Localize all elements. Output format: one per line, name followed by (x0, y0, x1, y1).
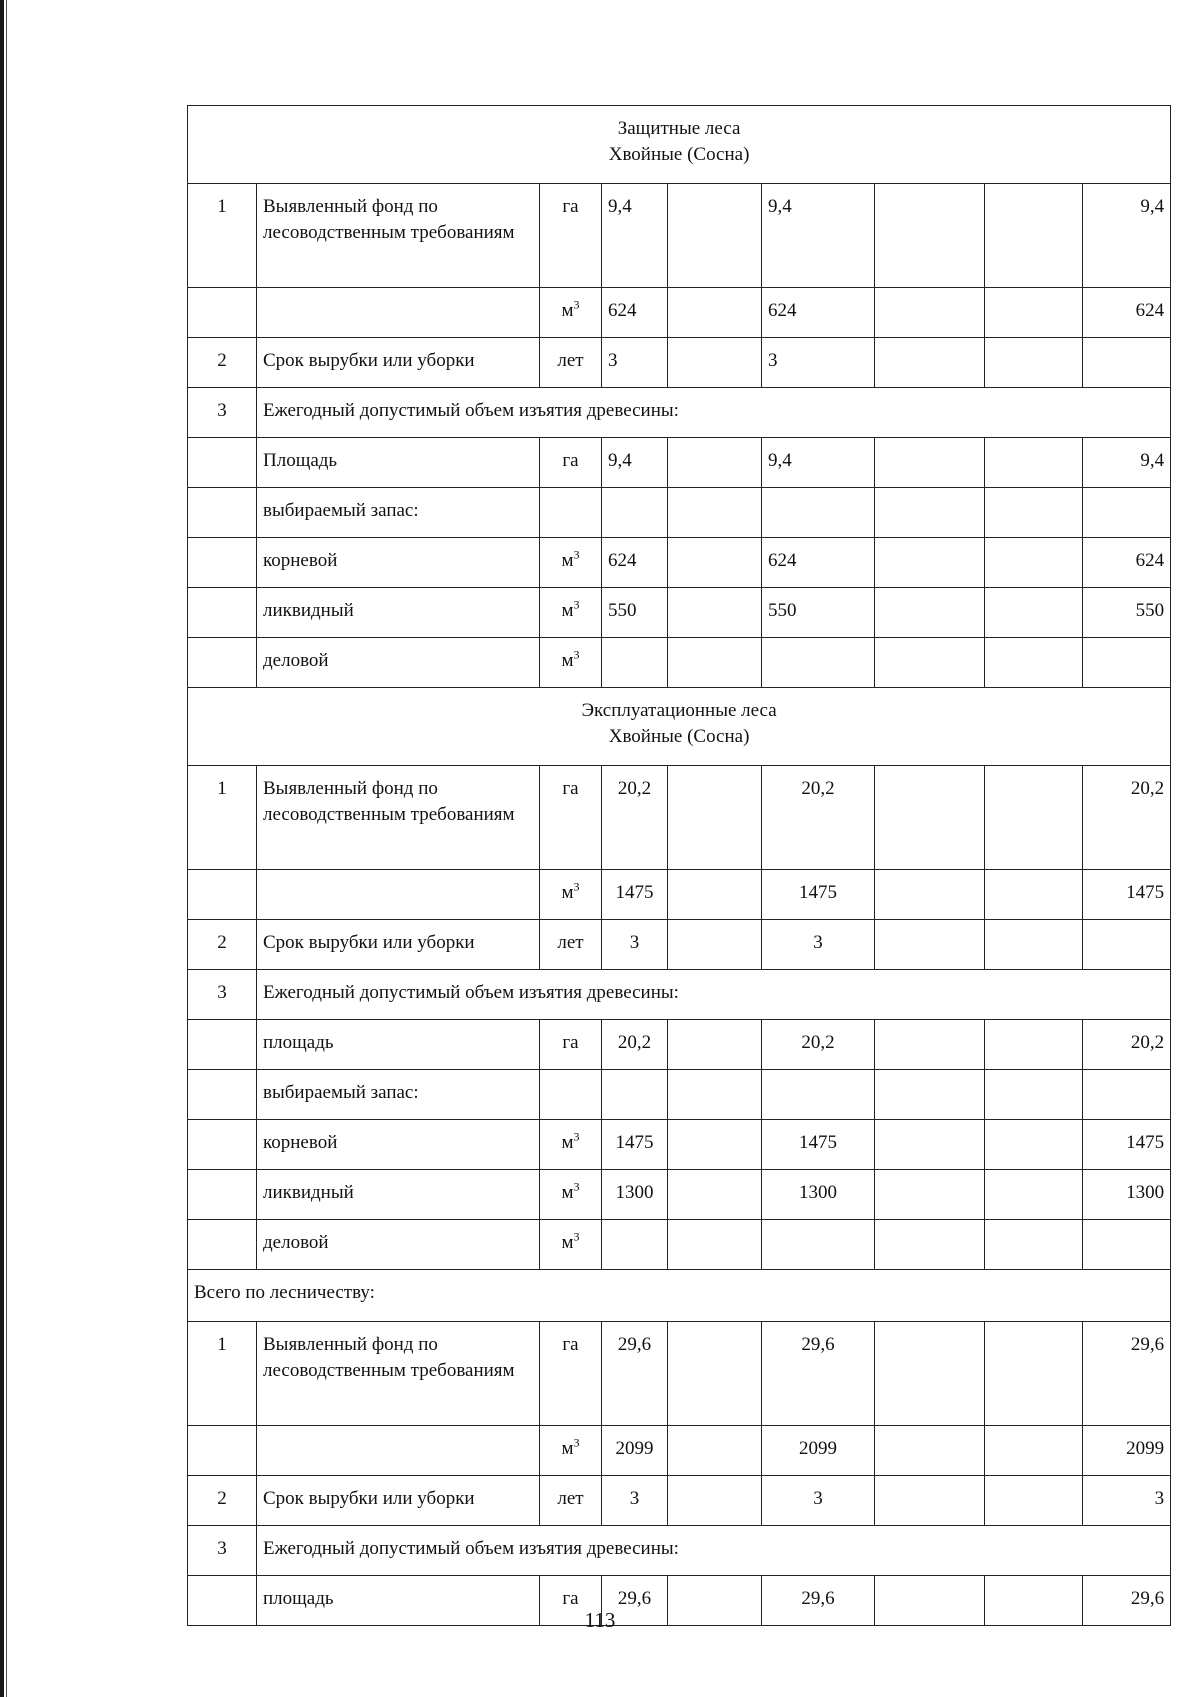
row-number: 1 (188, 1322, 257, 1426)
row-number (188, 488, 257, 538)
unit-superscript: 3 (573, 1179, 580, 1194)
value-cell-1: 20,2 (602, 1020, 668, 1070)
row-label: Выявленный фонд по лесоводственным требованиям (257, 766, 540, 870)
value-cell-3: 624 (762, 538, 875, 588)
value-cell-1: 3 (602, 920, 668, 970)
unit-cell (540, 1170, 602, 1220)
value-cell-1: 29,6 (602, 1322, 668, 1426)
unit-cell (540, 1220, 602, 1270)
value-cell-2 (668, 766, 762, 870)
value-cell-1: 624 (602, 288, 668, 338)
row-number: 3 (188, 1526, 257, 1576)
unit-cell (540, 488, 602, 538)
value-cell-5 (985, 766, 1083, 870)
value-cell-2 (668, 288, 762, 338)
value-cell-2 (668, 438, 762, 488)
value-cell-4 (875, 288, 985, 338)
section-title-line: Хвойные (Сосна) (608, 144, 750, 165)
unit-text: га (562, 778, 579, 799)
unit-cell (540, 438, 602, 488)
row-label: выбираемый запас: (257, 1070, 540, 1120)
value-cell-6 (1083, 1220, 1171, 1270)
value-cell-2 (668, 488, 762, 538)
unit-cell (540, 766, 602, 870)
section-title-line: Эксплуатационные леса (581, 700, 777, 721)
row-number (188, 538, 257, 588)
unit-text: га (562, 1032, 579, 1053)
value-cell-5 (985, 1322, 1083, 1426)
value-cell-1 (602, 1070, 668, 1120)
value-cell-2 (668, 1070, 762, 1120)
row-number: 1 (188, 766, 257, 870)
value-cell-1: 550 (602, 588, 668, 638)
unit-text: м (561, 650, 574, 671)
row-label: Площадь (257, 438, 540, 488)
value-cell-4 (875, 638, 985, 688)
table-row (188, 1322, 1171, 1426)
value-cell-1: 1475 (602, 870, 668, 920)
unit-superscript: 3 (573, 547, 580, 562)
unit-cell (540, 1426, 602, 1476)
unit-cell (540, 1070, 602, 1120)
row-label: Срок вырубки или уборки (257, 920, 540, 970)
row-label: площадь (257, 1576, 540, 1626)
value-cell-1: 624 (602, 538, 668, 588)
unit-text: м (561, 882, 574, 903)
value-cell-1: 1475 (602, 1120, 668, 1170)
value-cell-5 (985, 1020, 1083, 1070)
value-cell-1: 1300 (602, 1170, 668, 1220)
value-cell-3: 29,6 (762, 1322, 875, 1426)
unit-text: м (561, 550, 574, 571)
unit-text: м (561, 1182, 574, 1203)
row-label: Срок вырубки или уборки (257, 1476, 540, 1526)
value-cell-5 (985, 488, 1083, 538)
value-cell-2 (668, 638, 762, 688)
value-cell-1: 3 (602, 338, 668, 388)
table-row (188, 1476, 1171, 1526)
row-number (188, 1120, 257, 1170)
row-number (188, 1070, 257, 1120)
table-row (188, 1070, 1171, 1120)
value-cell-1: 3 (602, 1476, 668, 1526)
unit-superscript: 3 (573, 1129, 580, 1144)
value-cell-2 (668, 920, 762, 970)
unit-cell (540, 538, 602, 588)
value-cell-3: 9,4 (762, 438, 875, 488)
value-cell-5 (985, 288, 1083, 338)
unit-superscript: 3 (573, 1229, 580, 1244)
value-cell-4 (875, 488, 985, 538)
unit-text: га (562, 1588, 579, 1609)
value-cell-1: 20,2 (602, 766, 668, 870)
value-cell-1: 29,6 (602, 1576, 668, 1626)
row-label: Выявленный фонд по лесоводственным требованиям (257, 1322, 540, 1426)
row-label (257, 870, 540, 920)
unit-text: га (562, 450, 579, 471)
table-row (188, 438, 1171, 488)
value-cell-5 (985, 588, 1083, 638)
value-cell-5 (985, 1426, 1083, 1476)
table-row (188, 970, 1171, 1020)
value-cell-1: 2099 (602, 1426, 668, 1476)
row-number (188, 1170, 257, 1220)
row-label: Выявленный фонд по лесоводственным требованиям (257, 184, 540, 288)
value-cell-5 (985, 338, 1083, 388)
value-cell-6: 624 (1083, 288, 1171, 338)
unit-text: м (561, 1232, 574, 1253)
value-cell-2 (668, 1220, 762, 1270)
value-cell-5 (985, 438, 1083, 488)
value-cell-2 (668, 1322, 762, 1426)
value-cell-2 (668, 1426, 762, 1476)
table-row (188, 338, 1171, 388)
table-row (188, 1220, 1171, 1270)
row-number: 2 (188, 1476, 257, 1526)
unit-cell (540, 870, 602, 920)
table-row (188, 1170, 1171, 1220)
row-number (188, 1426, 257, 1476)
value-cell-1 (602, 488, 668, 538)
table-row (188, 588, 1171, 638)
row-label: Ежегодный допустимый объем изъятия древесины: (257, 388, 1171, 438)
value-cell-2 (668, 538, 762, 588)
table-row (188, 1020, 1171, 1070)
value-cell-3: 20,2 (762, 766, 875, 870)
unit-text: га (562, 196, 579, 217)
value-cell-2 (668, 1020, 762, 1070)
value-cell-3: 624 (762, 288, 875, 338)
value-cell-4 (875, 1070, 985, 1120)
table-row (188, 920, 1171, 970)
table-row (188, 1120, 1171, 1170)
value-cell-3: 3 (762, 338, 875, 388)
row-label: выбираемый запас: (257, 488, 540, 538)
value-cell-4 (875, 438, 985, 488)
table-row (188, 388, 1171, 438)
row-label: деловой (257, 1220, 540, 1270)
value-cell-2 (668, 338, 762, 388)
table-row (188, 766, 1171, 870)
row-label: корневой (257, 1120, 540, 1170)
unit-cell (540, 920, 602, 970)
value-cell-4 (875, 1020, 985, 1070)
value-cell-6: 624 (1083, 538, 1171, 588)
unit-text: м (561, 1438, 574, 1459)
value-cell-4 (875, 338, 985, 388)
page-number: 113 (584, 1608, 616, 1632)
value-cell-3: 3 (762, 920, 875, 970)
value-cell-6 (1083, 488, 1171, 538)
value-cell-3 (762, 1070, 875, 1120)
row-number: 2 (188, 920, 257, 970)
value-cell-3: 2099 (762, 1426, 875, 1476)
row-number (188, 638, 257, 688)
value-cell-6: 29,6 (1083, 1576, 1171, 1626)
table-row (188, 488, 1171, 538)
value-cell-3: 1475 (762, 870, 875, 920)
table-row (188, 1426, 1171, 1476)
value-cell-6: 550 (1083, 588, 1171, 638)
row-label: Ежегодный допустимый объем изъятия древесины: (257, 970, 1171, 1020)
unit-text: лет (557, 350, 584, 371)
table-row (188, 184, 1171, 288)
value-cell-5 (985, 1170, 1083, 1220)
row-number: 2 (188, 338, 257, 388)
unit-cell (540, 638, 602, 688)
unit-text: га (562, 1334, 579, 1355)
value-cell-5 (985, 1220, 1083, 1270)
row-number (188, 288, 257, 338)
value-cell-3 (762, 1220, 875, 1270)
value-cell-3: 29,6 (762, 1576, 875, 1626)
row-label: Ежегодный допустимый объем изъятия древесины: (257, 1526, 1171, 1576)
value-cell-2 (668, 588, 762, 638)
section-header-row (188, 688, 1171, 766)
section-title (188, 106, 1171, 184)
value-cell-5 (985, 538, 1083, 588)
unit-cell (540, 1322, 602, 1426)
value-cell-1 (602, 638, 668, 688)
value-cell-6: 1475 (1083, 870, 1171, 920)
row-label: деловой (257, 638, 540, 688)
value-cell-4 (875, 1476, 985, 1526)
row-label: площадь (257, 1020, 540, 1070)
value-cell-4 (875, 588, 985, 638)
value-cell-6: 3 (1083, 1476, 1171, 1526)
unit-superscript: 3 (573, 879, 580, 894)
value-cell-3 (762, 488, 875, 538)
unit-superscript: 3 (573, 597, 580, 612)
value-cell-2 (668, 870, 762, 920)
value-cell-4 (875, 766, 985, 870)
unit-text: лет (557, 932, 584, 953)
value-cell-3: 20,2 (762, 1020, 875, 1070)
value-cell-4 (875, 920, 985, 970)
row-label (257, 288, 540, 338)
value-cell-5 (985, 638, 1083, 688)
row-number (188, 870, 257, 920)
value-cell-1: 9,4 (602, 438, 668, 488)
value-cell-5 (985, 1120, 1083, 1170)
row-label: Срок вырубки или уборки (257, 338, 540, 388)
table-row (188, 288, 1171, 338)
unit-cell (540, 1476, 602, 1526)
value-cell-6: 9,4 (1083, 184, 1171, 288)
value-cell-3 (762, 638, 875, 688)
row-label: ликвидный (257, 588, 540, 638)
unit-cell (540, 338, 602, 388)
row-number (188, 588, 257, 638)
row-label: корневой (257, 538, 540, 588)
value-cell-3: 1300 (762, 1170, 875, 1220)
table-row (188, 638, 1171, 688)
value-cell-6: 20,2 (1083, 1020, 1171, 1070)
row-number: 1 (188, 184, 257, 288)
value-cell-6 (1083, 338, 1171, 388)
unit-text: м (561, 1132, 574, 1153)
row-number: 3 (188, 388, 257, 438)
unit-text: м (561, 600, 574, 621)
value-cell-6 (1083, 1070, 1171, 1120)
forest-table (187, 105, 1171, 1626)
unit-text: лет (557, 1488, 584, 1509)
value-cell-6: 20,2 (1083, 766, 1171, 870)
row-number: 3 (188, 970, 257, 1020)
value-cell-3: 3 (762, 1476, 875, 1526)
value-cell-2 (668, 1476, 762, 1526)
value-cell-3: 550 (762, 588, 875, 638)
value-cell-2 (668, 1120, 762, 1170)
value-cell-6: 1300 (1083, 1170, 1171, 1220)
value-cell-2 (668, 1170, 762, 1220)
value-cell-4 (875, 1426, 985, 1476)
section-header-row (188, 106, 1171, 184)
value-cell-1: 9,4 (602, 184, 668, 288)
unit-superscript: 3 (573, 297, 580, 312)
row-number (188, 1220, 257, 1270)
value-cell-5 (985, 1476, 1083, 1526)
value-cell-4 (875, 1120, 985, 1170)
unit-cell (540, 288, 602, 338)
value-cell-4 (875, 1170, 985, 1220)
section-title (188, 688, 1171, 766)
section-title-line: Хвойные (Сосна) (608, 726, 750, 747)
unit-cell (540, 1020, 602, 1070)
unit-cell (540, 184, 602, 288)
value-cell-5 (985, 870, 1083, 920)
value-cell-1 (602, 1220, 668, 1270)
row-label (257, 1426, 540, 1476)
row-number (188, 1020, 257, 1070)
unit-superscript: 3 (573, 647, 580, 662)
value-cell-3: 9,4 (762, 184, 875, 288)
value-cell-4 (875, 870, 985, 920)
section-header-row (188, 1270, 1171, 1322)
value-cell-6: 9,4 (1083, 438, 1171, 488)
unit-text: м (561, 300, 574, 321)
scan-edge-line (6, 0, 7, 1697)
value-cell-5 (985, 920, 1083, 970)
unit-superscript: 3 (573, 1435, 580, 1450)
value-cell-3: 1475 (762, 1120, 875, 1170)
scan-edge (0, 0, 4, 1697)
table-row (188, 1526, 1171, 1576)
section-title-line: Защитные леса (617, 118, 741, 139)
row-number (188, 438, 257, 488)
value-cell-6: 2099 (1083, 1426, 1171, 1476)
unit-cell (540, 1120, 602, 1170)
value-cell-6: 29,6 (1083, 1322, 1171, 1426)
table-row (188, 870, 1171, 920)
value-cell-5 (985, 1070, 1083, 1120)
value-cell-6 (1083, 638, 1171, 688)
row-label: ликвидный (257, 1170, 540, 1220)
value-cell-5 (985, 184, 1083, 288)
value-cell-4 (875, 1220, 985, 1270)
table-row (188, 538, 1171, 588)
value-cell-2 (668, 184, 762, 288)
value-cell-4 (875, 184, 985, 288)
value-cell-6: 1475 (1083, 1120, 1171, 1170)
section-heading: Всего по лесничеству: (188, 1270, 1171, 1322)
value-cell-4 (875, 1322, 985, 1426)
value-cell-4 (875, 538, 985, 588)
unit-cell (540, 588, 602, 638)
value-cell-6 (1083, 920, 1171, 970)
